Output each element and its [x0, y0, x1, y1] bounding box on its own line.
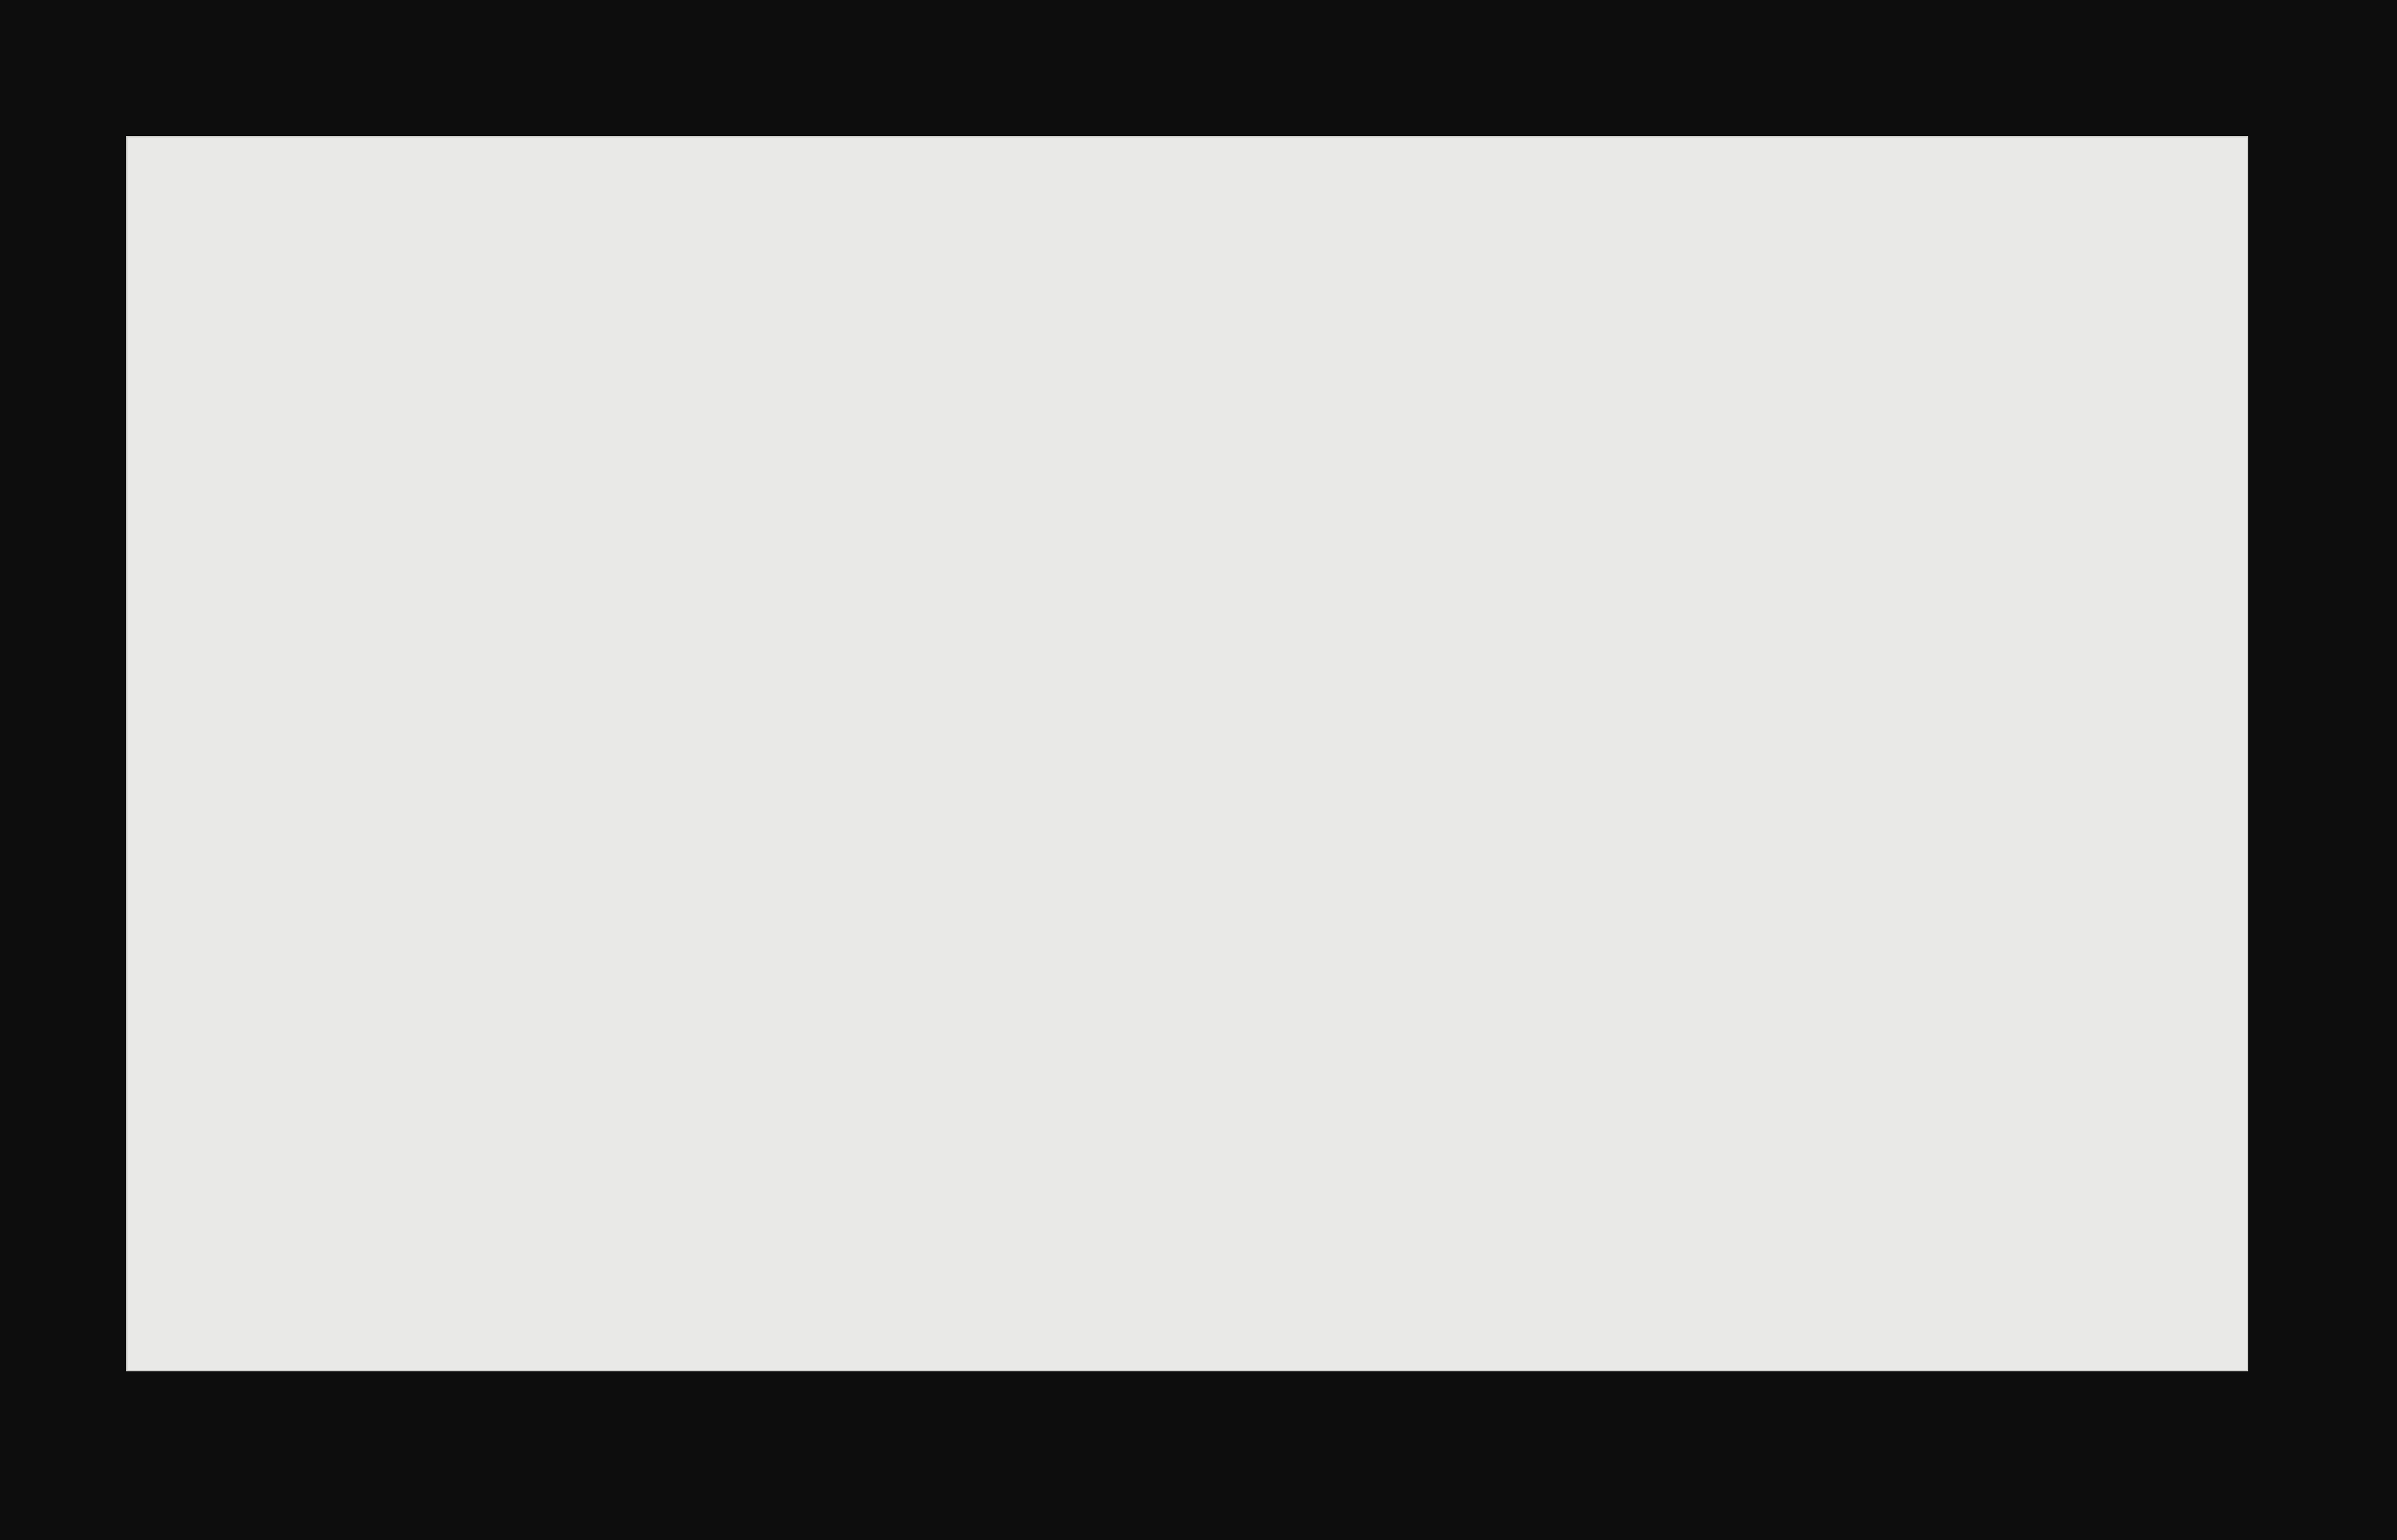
- hired-workers-label: [351, 495, 391, 893]
- cat-employee-families-bottom: [2087, 847, 2117, 930]
- population-title: [1765, 498, 1805, 897]
- census-card: [126, 136, 2248, 1371]
- women-workers: [1849, 636, 1874, 692]
- men-workers: [1849, 747, 1874, 804]
- cat-worker-families-top: [1988, 481, 2017, 564]
- group-allotment: [161, 1099, 201, 1205]
- cat-employee-families-top: [2087, 481, 2117, 564]
- group-non-allotment: [161, 1212, 201, 1318]
- total-workers: [1849, 581, 1874, 634]
- cat-worker-families-bottom: [1988, 847, 2017, 930]
